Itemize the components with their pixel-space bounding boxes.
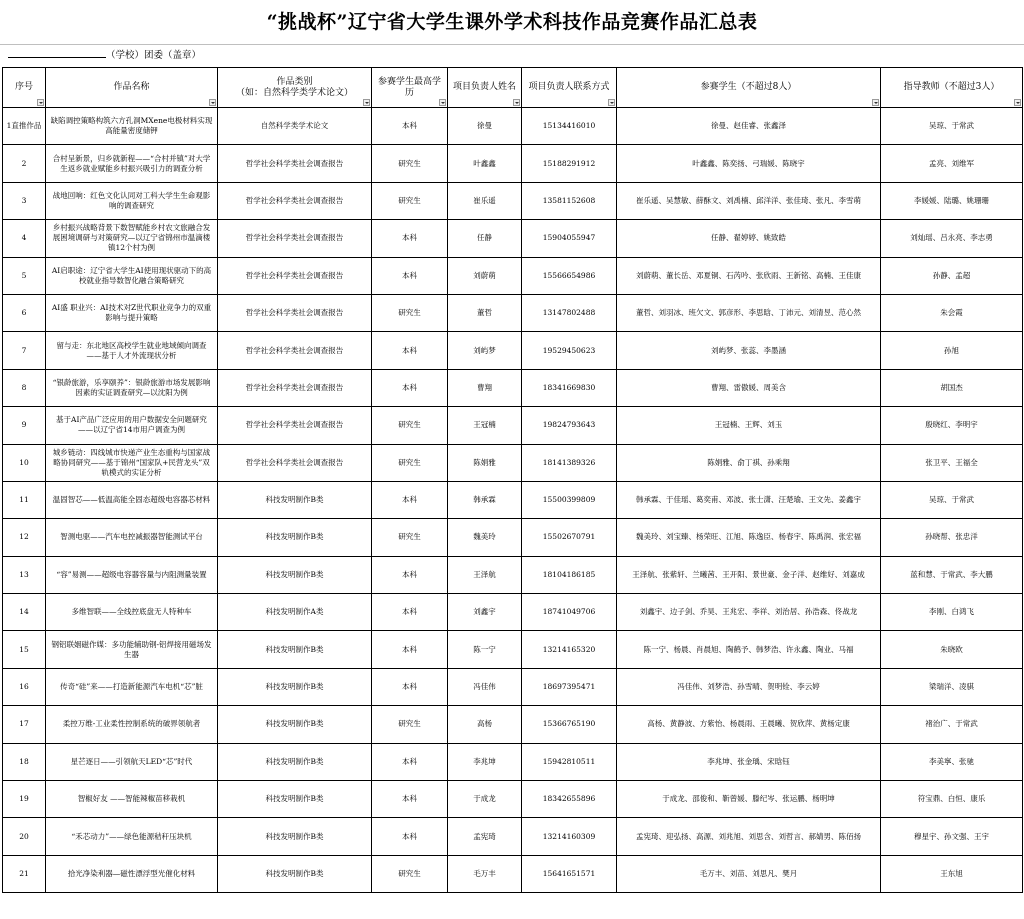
- cell-leader[interactable]: 王泽航: [448, 556, 522, 593]
- table-row: [3, 556, 1023, 593]
- table-row: [3, 108, 1023, 145]
- cell-leader[interactable]: 刘鑫宇: [448, 594, 522, 631]
- cell-serial[interactable]: 13: [3, 556, 46, 593]
- cell-work-name[interactable]: 基于AI产品广泛应用的用户数据安全问题研究——以辽宁省14市用户调查为例: [46, 407, 218, 444]
- cell-students[interactable]: 李兆坤、张金瑀、宋晗钰: [617, 743, 881, 780]
- header-cell-serial: [3, 68, 46, 108]
- cell-leader[interactable]: 韩承霖: [448, 481, 522, 518]
- cell-serial[interactable]: 10: [3, 444, 46, 481]
- cell-education[interactable]: 本科: [372, 743, 448, 780]
- cell-education[interactable]: 本科: [372, 818, 448, 855]
- school-seal-line: [0, 44, 1024, 67]
- cell-teachers[interactable]: 胡国杰: [881, 369, 1023, 406]
- cell-leader[interactable]: 刘蔚萌: [448, 257, 522, 294]
- cell-students[interactable]: 王泽航、张紫轩、兰曦茜、王开阳、景世豪、金子洋、赵维好、刘嘉成: [617, 556, 881, 593]
- cell-serial[interactable]: 18: [3, 743, 46, 780]
- table-row: [3, 818, 1023, 855]
- filter-dropdown-icon[interactable]: [439, 99, 446, 106]
- school-name-blank: [8, 45, 106, 58]
- cell-phone[interactable]: 18342655896: [522, 781, 617, 818]
- cell-students[interactable]: 曹翔、雷傲媛、周美含: [617, 369, 881, 406]
- cell-leader[interactable]: 王冠楠: [448, 407, 522, 444]
- cell-phone[interactable]: 13214160309: [522, 818, 617, 855]
- cell-work-name[interactable]: 留与走：东北地区高校学生就业地域倾向调查——基于人才外流现状分析: [46, 332, 218, 369]
- cell-phone[interactable]: 13581152608: [522, 182, 617, 219]
- cell-work-name[interactable]: 智椒好友 ——智能辣椒苗移栽机: [46, 781, 218, 818]
- table-row: [3, 444, 1023, 481]
- cell-education[interactable]: 研究生: [372, 444, 448, 481]
- cell-work-name[interactable]: 星芒逐日——引领航天LED“芯”时代: [46, 743, 218, 780]
- table-row: [3, 706, 1023, 743]
- cell-work-name[interactable]: 传奇“硅”来——打造新能源汽车电机“芯”脏: [46, 668, 218, 705]
- cell-education[interactable]: 研究生: [372, 407, 448, 444]
- cell-students[interactable]: 董哲、刘羽冰、班欠文、郭彦形、李思晗、丁沛元、刘清昱、范心然: [617, 294, 881, 331]
- cell-phone[interactable]: 15500399809: [522, 481, 617, 518]
- table-row: [3, 594, 1023, 631]
- cell-phone[interactable]: 13214165320: [522, 631, 617, 668]
- cell-teachers[interactable]: 殷晓红、李明宇: [881, 407, 1023, 444]
- cell-education[interactable]: 本科: [372, 594, 448, 631]
- header-label: 序号: [14, 82, 33, 92]
- cell-phone[interactable]: 13147802488: [522, 294, 617, 331]
- cell-education[interactable]: 本科: [372, 668, 448, 705]
- cell-serial[interactable]: 2: [3, 145, 46, 182]
- cell-leader[interactable]: 毛万丰: [448, 855, 522, 892]
- cell-education[interactable]: 本科: [372, 481, 448, 518]
- cell-category[interactable]: 科技发明制作B类: [218, 855, 372, 892]
- cell-category[interactable]: 哲学社会科学类社会调查报告: [218, 257, 372, 294]
- cell-education[interactable]: 本科: [372, 369, 448, 406]
- cell-serial[interactable]: 4: [3, 220, 46, 257]
- filter-dropdown-icon[interactable]: [872, 99, 879, 106]
- cell-work-name[interactable]: AI盛 职业兴：AI技术对Z世代职业竞争力的双重影响与提升策略: [46, 294, 218, 331]
- table-row: [3, 407, 1023, 444]
- cell-students[interactable]: 于成龙、邵俊和、靳曾媛、滕纪岑、张运鹏、杨明坤: [617, 781, 881, 818]
- cell-teachers[interactable]: 褚治广、于常武: [881, 706, 1023, 743]
- cell-category[interactable]: 哲学社会科学类社会调查报告: [218, 407, 372, 444]
- cell-students[interactable]: 高杨、黄静波、方紫怡、杨晨雨、王晨曦、贺欣萍、黄杨定康: [617, 706, 881, 743]
- cell-phone[interactable]: 15641651571: [522, 855, 617, 892]
- cell-category[interactable]: 科技发明制作B类: [218, 743, 372, 780]
- cell-teachers[interactable]: 王东旭: [881, 855, 1023, 892]
- table-row: [3, 855, 1023, 892]
- cell-phone[interactable]: 19824793643: [522, 407, 617, 444]
- cell-education[interactable]: 本科: [372, 257, 448, 294]
- cell-students[interactable]: 陈一宁、杨晨、肖晨旭、陶鹤予、韩梦浩、许永鑫、陶业、马福: [617, 631, 881, 668]
- cell-serial[interactable]: 11: [3, 481, 46, 518]
- cell-category[interactable]: 科技发明制作B类: [218, 519, 372, 556]
- table-body: [3, 108, 1023, 893]
- summary-table: [2, 67, 1023, 893]
- cell-students[interactable]: 刘蔚萌、董长岳、邓夏铜、石芮吟、张欣雨、王新铭、高楠、王佳康: [617, 257, 881, 294]
- cell-teachers[interactable]: 朱会霞: [881, 294, 1023, 331]
- cell-serial[interactable]: 20: [3, 818, 46, 855]
- cell-teachers[interactable]: 蓝和慧、于常武、李大鹏: [881, 556, 1023, 593]
- cell-phone[interactable]: 18341669830: [522, 369, 617, 406]
- cell-serial[interactable]: 12: [3, 519, 46, 556]
- school-seal-label: （学校）团委（盖章）: [106, 50, 202, 61]
- cell-leader[interactable]: 于成龙: [448, 781, 522, 818]
- cell-students[interactable]: 王冠楠、王辉、刘玉: [617, 407, 881, 444]
- cell-teachers[interactable]: 孙晓帮、张忠洋: [881, 519, 1023, 556]
- cell-work-name[interactable]: 钢铝联姻磁作媒：多功能辅助钢-铝焊接用磁场发生器: [46, 631, 218, 668]
- header-cell-phone: [522, 68, 617, 108]
- cell-students[interactable]: 任静、翟婷婷、姚致皓: [617, 220, 881, 257]
- cell-category[interactable]: 哲学社会科学类社会调查报告: [218, 444, 372, 481]
- cell-work-name[interactable]: 温固智芯——低温高能全固态超级电容器芯材料: [46, 481, 218, 518]
- cell-education[interactable]: 研究生: [372, 855, 448, 892]
- cell-work-name[interactable]: 合村呈新景，归乡就新程——“合村并镇”对大学生返乡就业赋能乡村振兴吸引力的调查分析: [46, 145, 218, 182]
- cell-phone[interactable]: 18141389326: [522, 444, 617, 481]
- filter-dropdown-icon[interactable]: [209, 99, 216, 106]
- table-row: [3, 631, 1023, 668]
- table-row: [3, 668, 1023, 705]
- header-label: 作品类别 （如：自然科学类学术论文）: [235, 76, 353, 98]
- cell-work-name[interactable]: 缺陷调控策略构筑六方孔洞MXene电极材料实现高能量密度储钾: [46, 108, 218, 145]
- cell-serial[interactable]: 17: [3, 706, 46, 743]
- cell-phone[interactable]: 15942810511: [522, 743, 617, 780]
- cell-education[interactable]: 本科: [372, 781, 448, 818]
- cell-category[interactable]: 科技发明制作B类: [218, 631, 372, 668]
- cell-category[interactable]: 哲学社会科学类社会调查报告: [218, 145, 372, 182]
- cell-serial[interactable]: 21: [3, 855, 46, 892]
- cell-serial[interactable]: 16: [3, 668, 46, 705]
- header-label: 指导教师（不超过3人）: [903, 82, 1000, 92]
- cell-education[interactable]: 本科: [372, 220, 448, 257]
- cell-phone[interactable]: 15566654986: [522, 257, 617, 294]
- cell-students[interactable]: 韩承霖、于佳瑶、葛奕甫、邓波、张士潇、汪楚瑜、王文先、姜鑫宇: [617, 481, 881, 518]
- cell-work-name[interactable]: “禾芯动力”——绿色能源秸秆压块机: [46, 818, 218, 855]
- cell-students[interactable]: 魏美玲、刘宝臻、杨荣旺、江旭、陈逸臣、杨春宇、陈禹润、张宏福: [617, 519, 881, 556]
- cell-leader[interactable]: 曹翔: [448, 369, 522, 406]
- cell-leader[interactable]: 冯佳伟: [448, 668, 522, 705]
- cell-serial[interactable]: 5: [3, 257, 46, 294]
- header-label: 参赛学生（不超过8人）: [700, 82, 797, 92]
- cell-serial[interactable]: 3: [3, 182, 46, 219]
- filter-dropdown-icon[interactable]: [608, 99, 615, 106]
- cell-category[interactable]: 哲学社会科学类社会调查报告: [218, 220, 372, 257]
- table-row: [3, 369, 1023, 406]
- cell-serial[interactable]: 1直推作品: [3, 108, 46, 145]
- table-row: [3, 481, 1023, 518]
- cell-leader[interactable]: 李兆坤: [448, 743, 522, 780]
- cell-students[interactable]: 刘鑫宇、边子剑、乔昊、王兆宏、李祥、刘治居、孙浩森、佟战龙: [617, 594, 881, 631]
- cell-education[interactable]: 研究生: [372, 706, 448, 743]
- cell-serial[interactable]: 14: [3, 594, 46, 631]
- cell-leader[interactable]: 崔乐遥: [448, 182, 522, 219]
- cell-teachers[interactable]: 孙静、孟超: [881, 257, 1023, 294]
- cell-students[interactable]: 陈娟雅、俞丁祺、孙乘翔: [617, 444, 881, 481]
- cell-students[interactable]: 崔乐遥、吴慧敏、薛酥文、刘禹楠、邱洋洋、张佳琦、张凡、李雪萌: [617, 182, 881, 219]
- cell-category[interactable]: 哲学社会科学类社会调查报告: [218, 294, 372, 331]
- header-cell-category: [218, 68, 372, 108]
- cell-phone[interactable]: 19529450623: [522, 332, 617, 369]
- cell-work-name[interactable]: 智测电驱——汽车电控减振器智能测试平台: [46, 519, 218, 556]
- table-row: [3, 781, 1023, 818]
- cell-leader[interactable]: 任静: [448, 220, 522, 257]
- cell-leader[interactable]: 孟宪琦: [448, 818, 522, 855]
- cell-category[interactable]: 哲学社会科学类社会调查报告: [218, 332, 372, 369]
- cell-serial[interactable]: 19: [3, 781, 46, 818]
- header-cell-leader: [448, 68, 522, 108]
- cell-leader[interactable]: 高杨: [448, 706, 522, 743]
- header-label: 项目负责人姓名: [452, 82, 516, 92]
- header-label: 参赛学生最高学历: [377, 76, 441, 98]
- cell-serial[interactable]: 6: [3, 294, 46, 331]
- cell-phone[interactable]: 15188291912: [522, 145, 617, 182]
- cell-leader[interactable]: 魏美玲: [448, 519, 522, 556]
- cell-students[interactable]: 毛万丰、刘苗、刘思凡、樊月: [617, 855, 881, 892]
- cell-students[interactable]: 孟宪琦、迎弘扬、高源、刘兆旭、刘思含、刘哲言、郝婧男、陈佰扬: [617, 818, 881, 855]
- cell-teachers[interactable]: 李媛媛、陆璐、姚珊珊: [881, 182, 1023, 219]
- header-label: 作品名称: [113, 82, 150, 92]
- cell-leader[interactable]: 陈娟雅: [448, 444, 522, 481]
- cell-education[interactable]: 研究生: [372, 182, 448, 219]
- cell-teachers[interactable]: 孟亮、刘维军: [881, 145, 1023, 182]
- cell-leader[interactable]: 董哲: [448, 294, 522, 331]
- table-row: [3, 332, 1023, 369]
- cell-teachers[interactable]: 李美寧、张驰: [881, 743, 1023, 780]
- filter-dropdown-icon[interactable]: [513, 99, 520, 106]
- cell-category[interactable]: 哲学社会科学类社会调查报告: [218, 182, 372, 219]
- filter-dropdown-icon[interactable]: [363, 99, 370, 106]
- cell-work-name[interactable]: 柔控万维-工业柔性控制系统的破界领航者: [46, 706, 218, 743]
- header-cell-name: [46, 68, 218, 108]
- cell-serial[interactable]: 9: [3, 407, 46, 444]
- table-row: [3, 519, 1023, 556]
- table-row: [3, 145, 1023, 182]
- cell-leader[interactable]: 陈一宁: [448, 631, 522, 668]
- header-cell-education: [372, 68, 448, 108]
- cell-serial[interactable]: 8: [3, 369, 46, 406]
- cell-work-name[interactable]: 拾光净染利器—磁性漂浮型光催化材料: [46, 855, 218, 892]
- cell-teachers[interactable]: 朱晓欧: [881, 631, 1023, 668]
- cell-students[interactable]: 刘屿梦、张蕊、李墨涵: [617, 332, 881, 369]
- filter-dropdown-icon[interactable]: [37, 99, 44, 106]
- cell-phone[interactable]: 15366765190: [522, 706, 617, 743]
- cell-work-name[interactable]: 多维智联——全线控底盘无人特种车: [46, 594, 218, 631]
- cell-category[interactable]: 科技发明制作B类: [218, 781, 372, 818]
- cell-teachers[interactable]: 张卫平、王福全: [881, 444, 1023, 481]
- cell-phone[interactable]: 18741049706: [522, 594, 617, 631]
- cell-education[interactable]: 研究生: [372, 294, 448, 331]
- table-row: [3, 182, 1023, 219]
- cell-education[interactable]: 本科: [372, 108, 448, 145]
- table-row: [3, 294, 1023, 331]
- cell-category[interactable]: 哲学社会科学类社会调查报告: [218, 369, 372, 406]
- cell-teachers[interactable]: 刘灿瑶、吕永亮、李志勇: [881, 220, 1023, 257]
- cell-category[interactable]: 科技发明制作B类: [218, 668, 372, 705]
- cell-education[interactable]: 研究生: [372, 519, 448, 556]
- cell-leader[interactable]: 刘屿梦: [448, 332, 522, 369]
- header-row: [3, 68, 1023, 108]
- cell-education[interactable]: 本科: [372, 332, 448, 369]
- cell-work-name[interactable]: 城乡链动：四线城市快递产业生态重构与国家战略协同研究——基于锦州“国家队+民营龙头”双轨模式的实证分析: [46, 444, 218, 481]
- cell-work-name[interactable]: “容”易测——超级电容器容量与内阻测量装置: [46, 556, 218, 593]
- cell-category[interactable]: 自然科学类学术论文: [218, 108, 372, 145]
- cell-students[interactable]: 冯佳伟、刘梦浩、孙雪晴、贺明铨、李云婷: [617, 668, 881, 705]
- cell-education[interactable]: 本科: [372, 556, 448, 593]
- table-row: [3, 257, 1023, 294]
- cell-category[interactable]: 科技发明制作B类: [218, 706, 372, 743]
- cell-serial[interactable]: 7: [3, 332, 46, 369]
- table-row: [3, 220, 1023, 257]
- cell-leader[interactable]: 徐曼: [448, 108, 522, 145]
- cell-work-name[interactable]: 战地回响：红色文化认同对工科大学生生命观影响的调查研究: [46, 182, 218, 219]
- cell-category[interactable]: 科技发明制作B类: [218, 818, 372, 855]
- cell-teachers[interactable]: 符宝鼎、白恒、康乐: [881, 781, 1023, 818]
- cell-students[interactable]: 徐曼、赵佳睿、张鑫泽: [617, 108, 881, 145]
- cell-education[interactable]: 研究生: [372, 145, 448, 182]
- header-cell-students: [617, 68, 881, 108]
- filter-dropdown-icon[interactable]: [1014, 99, 1021, 106]
- cell-phone[interactable]: 15904055947: [522, 220, 617, 257]
- cell-category[interactable]: 科技发明制作A类: [218, 594, 372, 631]
- cell-phone[interactable]: 18104186185: [522, 556, 617, 593]
- cell-teachers[interactable]: 梁瑞洋、凌骐: [881, 668, 1023, 705]
- cell-teachers[interactable]: 李刚、白鸿飞: [881, 594, 1023, 631]
- cell-phone[interactable]: 15502670791: [522, 519, 617, 556]
- cell-teachers[interactable]: 孙旭: [881, 332, 1023, 369]
- cell-teachers[interactable]: 吴琼、于常武: [881, 481, 1023, 518]
- cell-students[interactable]: 叶鑫鑫、陈奕扬、弓瑞媛、陈晓宇: [617, 145, 881, 182]
- cell-education[interactable]: 本科: [372, 631, 448, 668]
- cell-teachers[interactable]: 吴琼、于常武: [881, 108, 1023, 145]
- table-row: [3, 743, 1023, 780]
- cell-category[interactable]: 科技发明制作B类: [218, 556, 372, 593]
- cell-work-name[interactable]: 乡村振兴战略背景下数智赋能乡村农文旅融合发展困境调研与对策研究—以辽宁省锦州市温滴楼镇12个村为例: [46, 220, 218, 257]
- sheet-title: “挑战杯”辽宁省大学生课外学术科技作品竞赛作品汇总表: [266, 11, 758, 33]
- cell-teachers[interactable]: 穆星宇、孙文强、王宇: [881, 818, 1023, 855]
- cell-serial[interactable]: 15: [3, 631, 46, 668]
- header-cell-teachers: [881, 68, 1023, 108]
- header-label: 项目负责人联系方式: [528, 82, 610, 92]
- cell-phone[interactable]: 18697395471: [522, 668, 617, 705]
- cell-work-name[interactable]: “银龄旅游，乐享颐养”：银龄旅游市场发展影响因素的实证调查研究—以沈阳为例: [46, 369, 218, 406]
- cell-leader[interactable]: 叶鑫鑫: [448, 145, 522, 182]
- cell-work-name[interactable]: AI启职途：辽宁省大学生AI使用现状驱动下的高校就业指导数智化融合策略研究: [46, 257, 218, 294]
- cell-category[interactable]: 科技发明制作B类: [218, 481, 372, 518]
- cell-phone[interactable]: 15134416010: [522, 108, 617, 145]
